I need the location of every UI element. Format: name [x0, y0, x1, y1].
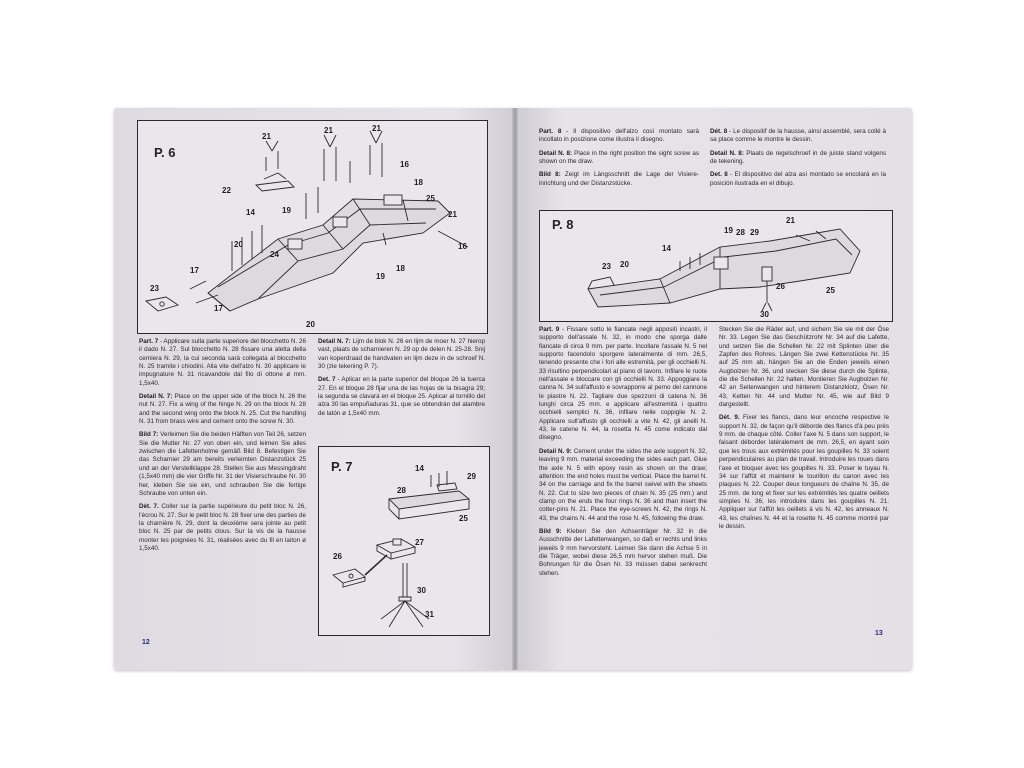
p6-label: 23	[150, 284, 159, 293]
p7-label: 29	[467, 472, 476, 481]
p6-label: 22	[222, 186, 231, 195]
p7-label: 14	[415, 464, 424, 473]
p6-label: 16	[458, 242, 467, 251]
p6-label: 18	[396, 264, 405, 273]
p6-label: 21	[324, 126, 333, 135]
right-text-col-1	[539, 326, 707, 583]
p6-label: 18	[414, 178, 423, 187]
p8-label: 23	[602, 262, 611, 271]
paragraph: Dét. 9. Fixer les flancs, dans leur encoche respective le support N. 32, de façon qu'il déborde des flancs d'à peu près 9 mm. de chaque côté. Coller l'axe N. 5 dans son support, le faisant déborder latéralement de mm. 26,5, en ayant soin que les trous aux extrémités pour les goupilles N. 33 soient perpendiculaires au plan de travail. Introduire les roues dans l'axe et bloquer avec les goupilles N. 33. Poser le tuyau N. 34 sur l'affût et maintenir le tourillon du canon avec les plaques N. 22. Couper deux longueurs de chaîne N. 35, de 25 mm. de long et fixer sur les extrémités les quatre oeillets simples N. 36; les introduire dans les goupilles N. 21. Appliquer sur l'affût les oeillets à vis N. 42, les anneaux N. 43, les chaînes N. 44 et la rosette N. 45 comme montré par le dessin.	[719, 414, 889, 530]
booklet-spine	[512, 108, 518, 670]
p7-label: 30	[417, 586, 426, 595]
left-page	[114, 108, 515, 670]
p7-label: 25	[459, 514, 468, 523]
figure-p7-drawing	[319, 447, 489, 635]
p8-label: 20	[620, 260, 629, 269]
right-top-col-1	[539, 128, 699, 193]
left-text-col-1	[139, 338, 306, 558]
paragraph: Detail N. 7: Place on the upper side of the block N. 26 the nut N. 27. Fix a wing of the hinge N. 29 on the block N. 28 and the second wing onto the block N. 25. Cut the handling N. 31 from brass wire and cement onto the screw N. 30.	[139, 393, 306, 426]
p8-label: 29	[750, 228, 759, 237]
figure-p6-title: P. 6	[154, 145, 176, 160]
p6-label: 21	[372, 124, 381, 133]
p8-label: 30	[760, 310, 769, 319]
paragraph: Part. 8 - Il dispositivo dell'alzo così montato sarà incollato in posizione come illustra il disegno.	[539, 128, 699, 144]
p6-label: 21	[448, 210, 457, 219]
right-text-col-2	[719, 326, 889, 536]
paragraph: Dét. 8 - Le dispositif de la hausse, ainsi assemblé, sera collé à sa place comme le montre le dessin.	[710, 128, 886, 144]
paragraph: Detail N. 7: Lijm de blok N. 26 en lijm de moer N. 27 hierop vast, plaats de scharnieren N. 29 op de delen N. 25-28. Snij van koperdraad de handvaten en lijm deze in de schroef N. 30 (zie tekening P. 7).	[318, 338, 485, 371]
p7-label: 31	[425, 610, 434, 619]
p6-label: 19	[282, 206, 291, 215]
figure-p6	[137, 120, 488, 334]
right-top-col-2	[710, 128, 886, 193]
p8-label: 26	[776, 282, 785, 291]
paragraph: Detail N. 9: Cement under the sides the axle support N. 32, leaving 9 mm. material exceeding the sides each part. Glue the axle N. 5 with epoxy resin as shown on the draw; attention: the end holes must be vertical. Place the barrel N. 34 on the carriage and fix the barrel swivel with the sheets N. 22. Cut to size two pieces of chain N. 35 (25 mm.) and clamp on the ends the four rings N. 36 and than insert the cotter-pins N. 21. Place the eye-screws N. 42, the rings N. 43, the chains N. 44 and the rose N. 45, following the draw.	[539, 447, 707, 522]
p8-label: 28	[736, 228, 745, 237]
p8-label: 25	[826, 286, 835, 295]
p6-label: 19	[376, 272, 385, 281]
p8-label: 14	[662, 244, 671, 253]
figure-p8-title: P. 8	[552, 217, 574, 232]
figure-p7	[318, 446, 490, 636]
figure-p8-drawing	[540, 211, 892, 321]
p6-label: 20	[234, 240, 243, 249]
paragraph: Bild 7: Verleimen Sie die beiden Hälften von Teil 26, setzen Sie die Mutter Nr. 27 von oben ein, und leimen Sie alles zwischen die Lafettenholme gemäß Bild 8. Befestigen Sie das Scharnier 29 am bereits verleimten Distanzstück 25 und an der Verstellklappe 28. Stellen Sie aus Messingdraht (1,5x40 mm) die vier Griffe Nr. 31 der Visierschraube Nr. 30 her, kleben Sie sie ein, und schrauben Sie die fertige Schraube von unten ein.	[139, 431, 306, 497]
p7-label: 27	[415, 538, 424, 547]
p6-label: 20	[306, 320, 315, 329]
instruction-booklet	[114, 108, 912, 670]
p6-label: 14	[246, 208, 255, 217]
p6-label: 21	[262, 132, 271, 141]
paragraph: Det. 7 - Aplicar en la parte superior del bloque 26 la tuerca 27. En el bloque 28 fijar una de las hojas de la bisagra 29; la segunda se clavará en el bloque 25. Aplicar al tornillo del alza 30 las empuñaduras 31, que se obtendrán del alambre de latón ø 1,5x40 mm.	[318, 376, 486, 417]
p6-label: 16	[400, 160, 409, 169]
figure-p7-title: P. 7	[331, 459, 353, 474]
figure-p8	[539, 210, 893, 322]
right-page	[515, 108, 912, 670]
paragraph: Det. 8 - El dispositivo del alza así montado se encolará en la posición ilustrada en el dibujo.	[710, 171, 886, 187]
p7-label: 26	[333, 552, 342, 561]
p6-label: 24	[270, 250, 279, 259]
page-number-right: 13	[875, 630, 883, 637]
left-text-col-2	[318, 338, 485, 423]
p6-label: 17	[214, 304, 223, 313]
paragraph: Stecken Sie die Räder auf, und sichern Sie sie mit der Öse Nr. 33. Legen Sie das Geschützrohr Nr. 34 auf die Lafette, und setzen Sie die Schellen Nr. 22 mit Splinten über die Zapfen des Rohres. Längen Sie zwei Kettenstücke Nr. 35 auf 25 mm ab, hängen Sie an die Enden jeweils einen Augbolzen Nr. 36, und stecken Sie diese durch die Splinte, die die Schellen Nr. 22 halten. Montieren Sie Augbolzen Nr. 42 an Seitenwangen und hinterem Distanzklotz, Ösen Nr. 43, Ketten Nr. 44 und Mutter Nr. 45, wie auf Bild 9 dargestellt.	[719, 326, 889, 409]
paragraph: Detail N. 8: Plaats de regelschroef in de juiste stand volgens de tekening.	[710, 149, 886, 166]
p8-label: 21	[786, 216, 795, 225]
figure-p6-drawing	[138, 121, 487, 333]
p6-label: 25	[426, 194, 435, 203]
p7-label: 28	[397, 486, 406, 495]
paragraph: Part. 7 - Applicare sulla parte superiore del blocchetto N. 26 il dado N. 27. Sul blocchetto N. 28 fissare una aletta della cerniera N. 29, la cui seconda sarà collegata al blocchetto N. 25 tramite i chiodini. Alla vite dell'alzo N. 30 applicare le impugnature N. 31 ricavandole dal filo di ottone ø mm. 1,5x40.	[139, 338, 306, 387]
p6-label: 17	[190, 266, 199, 275]
p8-label: 19	[724, 226, 733, 235]
paragraph: Detail N. 8: Place in the right position the sight screw as shown on the draw.	[539, 149, 699, 166]
paragraph: Bild 9: Kleben Sie den Achsenträger Nr. 32 in die Ausschnitte der Lafettenwangen, so daß er rechts und links jeweils 9 mm hervorsteht. Leimen Sie dann die Achse 5 in die Träger, wobei diese 26,5 mm hervor stehen muß. Die Bohrungen für die Ösen Nr. 33 müssen dabei senkrecht stehen.	[539, 527, 707, 577]
paragraph: Part. 9 - Fissare sotto le fiancate negli appositi incastri, il supporto dell'assale N. 32, in modo che sporga dalle fiancate di circa 9 mm. per parte. Incollare l'assale N. 5 nel supporto facendolo sporgere lateralmente di mm. 26,5, tenendo presente che i fori alle estremità, per gli occhielli N. 33 risultino perpendicolari al piano di lavoro. Infilare le ruote nell'assale e bloccare con gli occhielli N. 33. Appoggiare la canna N. 34 sull'affusto e sovrapporre al perno del cannone le piastre N. 22. Tagliare due spezzoni di catena N. 36 lunghi circa 25 mm. e applicare all'estremità i quattro occhielli semplici N. 36, infilare nelle coppiglie N. 2. Applicare sull'affusto gli occhielli a vite N. 42, gli anelli N. 43, le catene N. 44, la rosetta N. 45 come indicato dal disegno.	[539, 326, 707, 442]
paragraph: Bild 8: Zeigt im Längsschnitt die Lage der Visiere-inrichtung und der Distanzstücke.	[539, 171, 699, 187]
paragraph: Dét. 7. Coller sur la partie supérieure du petit bloc N. 26, l'écrou N. 27. Sur le petit bloc N. 28 fixer une des parties de la charnière N. 29, dont la deuxième sera jointe au petit bloc N. 25 par de petits clous. Sur la vis de la hausse monter les poignées N. 31, réalisées avec du fil en laiton ø 1,5x40.	[139, 503, 306, 552]
page-number-left: 12	[142, 639, 150, 646]
